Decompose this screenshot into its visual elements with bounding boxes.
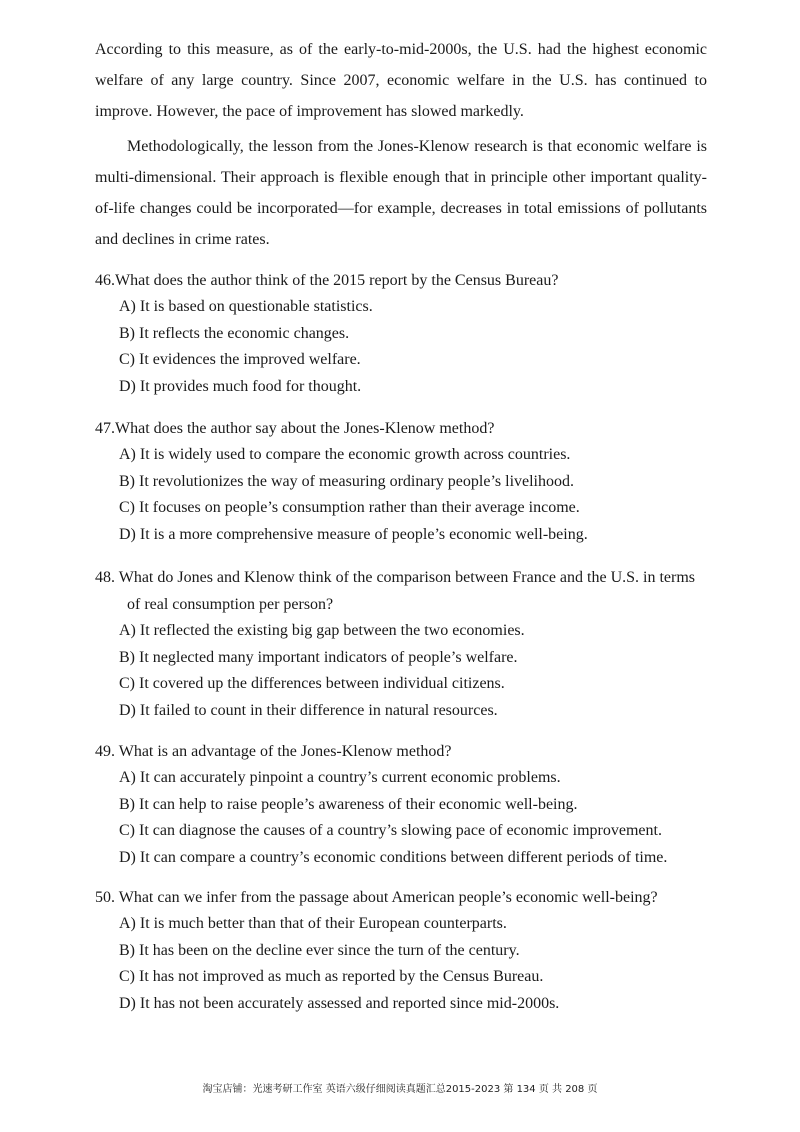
option-a: A) It reflected the existing big gap between the two economies. bbox=[119, 622, 525, 639]
option-c: C) It evidences the improved welfare. bbox=[119, 351, 361, 368]
question-stem: 46.What does the author think of the 2015 report by the Census Bureau? bbox=[95, 272, 559, 289]
option-c: C) It has not improved as much as reported by the Census Bureau. bbox=[119, 968, 544, 985]
question-47 bbox=[95, 415, 707, 548]
question-stem: 47.What does the author say about the Jones-Klenow method? bbox=[95, 420, 495, 437]
option-a: A) It can accurately pinpoint a country’s current economic problems. bbox=[119, 769, 561, 786]
option-d: D) It failed to count in their difference in natural resources. bbox=[119, 701, 498, 719]
option-b: B) It can help to raise people’s awareness of their economic well-being. bbox=[119, 795, 578, 813]
option-a: A) It is widely used to compare the economic growth across countries. bbox=[119, 446, 571, 463]
passage-paragraph-2: Methodologically, the lesson from the Jones-Klenow research is that economic welfare is multi-dimensional. Their approach is flexible enough that in principle other important quality-of-life changes could be incorporated—for example, decreases in total emissions of pollutants and declines in crime rates. bbox=[95, 138, 707, 248]
passage-paragraph-1: According to this measure, as of the early-to-mid-2000s, the U.S. had the highest economic welfare of any large country. Since 2007, economic welfare in the U.S. has continued to improve. However, the pace of improvement has slowed markedly. bbox=[95, 41, 707, 120]
option-c: C) It covered up the differences between individual citizens. bbox=[119, 675, 505, 692]
option-b: B) It neglected many important indicators of people’s welfare. bbox=[119, 648, 518, 666]
option-a: A) It is much better than that of their European counterparts. bbox=[119, 915, 507, 932]
option-d: D) It has not been accurately assessed and reported since mid-2000s. bbox=[119, 994, 560, 1012]
question-46 bbox=[95, 267, 707, 400]
option-d: D) It is a more comprehensive measure of people’s economic well-being. bbox=[119, 525, 588, 543]
option-a: A) It is based on questionable statistics. bbox=[119, 298, 373, 315]
option-b: B) It has been on the decline ever since the turn of the century. bbox=[119, 941, 520, 959]
option-c: C) It focuses on people’s consumption rather than their average income. bbox=[119, 499, 580, 516]
question-49 bbox=[95, 738, 707, 871]
question-stem: 48. What do Jones and Klenow think of the comparison between France and the U.S. in terms of real consumption per person? bbox=[95, 569, 696, 613]
question-stem: 50. What can we infer from the passage about American people’s economic well-being? bbox=[95, 889, 658, 906]
option-c: C) It can diagnose the causes of a country’s slowing pace of economic improvement. bbox=[119, 822, 662, 839]
option-d: D) It provides much food for thought. bbox=[119, 377, 362, 395]
page-footer: 淘宝店铺：光速考研工作室 英语六级仔细阅读真题汇总2015-2023 第 134 页 共 208 页 bbox=[202, 1084, 598, 1095]
question-stem: 49. What is an advantage of the Jones-Klenow method? bbox=[95, 743, 452, 760]
question-48 bbox=[95, 564, 707, 724]
option-b: B) It reflects the economic changes. bbox=[119, 324, 350, 342]
question-50 bbox=[95, 884, 707, 1017]
option-d: D) It can compare a country’s economic conditions between different periods of time. bbox=[119, 848, 668, 866]
option-b: B) It revolutionizes the way of measuring ordinary people’s livelihood. bbox=[119, 472, 574, 490]
